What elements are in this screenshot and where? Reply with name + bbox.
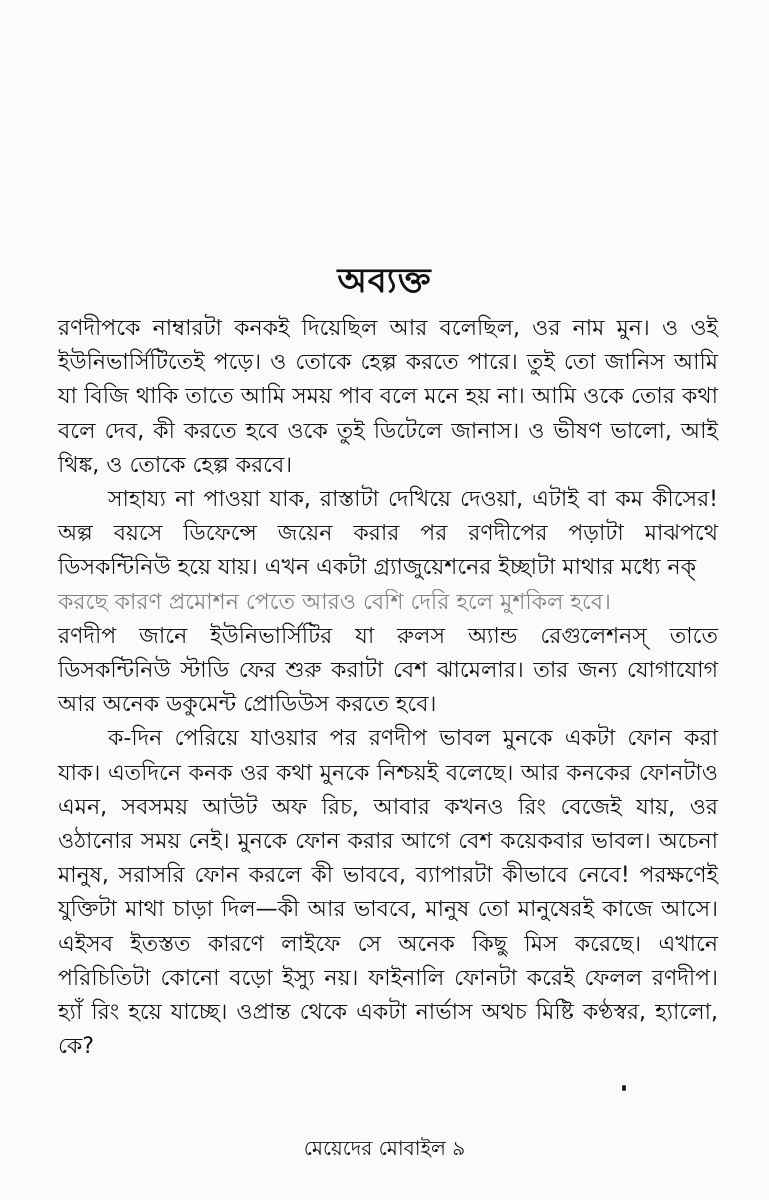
paragraph-2: সাহায্য না পাওয়া যাক, রাস্তাটা দেখিয়ে দেওয়া, এটাই বা কম কীসের! অল্প বয়সে ডিফেন্সে জয়েন করার পর রণদীপের পড়াটা মাঝপথে ডিসকন্টিনিউ হয়ে যায়। এখন একটা গ্র্যাজুয়েশনের ইচ্ছাটা মাথার মধ্যে নক্ <box>58 487 718 581</box>
paragraph-4: ক-দিন পেরিয়ে যাওয়ার পর রণদীপ ভাবল মুনকে একটা ফোন করা যাক। এতদিনে কনক ওর কথা মুনকে নিশ্চয়ই বলেছে। আর কনকের ফোনটাও এমন, সবসময় আউট অফ রিচ, আবার কখনও রিং বেজেই যায়, ওর ওঠানোর সময় নেই। মুনকে ফোন করার আগে বেশ কয়েকবার ভাবল। অচেনা মানুষ, সরাসরি ফোন করলে কী ভাববে, ব্যাপারটা কীভাবে নেবে! পরক্ষণেই যুক্তিটা মাথা চাড়া দিল—কী আর ভাববে, মানুষ তো মানুষেরই কাজে আসে। এইসব ইতস্তত কারণে লাইফে সে অনেক কিছু মিস করেছে। এখানে পরিচিতিটা কোনো বড়ো ইস্যু নয়। ফাইনালি ফোনটা করেই ফেলল রণদীপ। হ্যাঁ রিং হয়ে যাচ্ছে। ওপ্রান্ত থেকে একটা নার্ভাস অথচ মিষ্টি কণ্ঠস্বর, হ্যালো, কে? <box>58 726 718 1060</box>
chapter-title: অব্যক্ত <box>337 260 432 301</box>
paragraph-2-faded-line: করছে কারণ প্রমোশন পেতে আরও বেশি দেরি হলে মুশকিল হবে। <box>58 589 611 615</box>
paragraph-1: রণদীপকে নাম্বারটা কনকই দিয়েছিল আর বলেছিল, ওর নাম মুন। ও ওই ইউনিভার্সিটিতেই পড়ে। ও তোকে হেল্প করতে পারে। তুই তো জানিস আমি যা বিজি থাকি তাতে আমি সময় পাব বলে মনে হয় না। আমি ওকে তোর কথা বলে দেব, কী করতে হবে ওকে তুই ডিটেলে জানাস। ও ভীষণ ভালো, আই থিঙ্ক, ও তোকে হেল্প করবে। <box>58 316 718 478</box>
chapter-body <box>58 312 718 1064</box>
paragraph-3: রণদীপ জানে ইউনিভার্সিটির যা রুলস অ্যান্ড রেগুলেশনস্ তাতে ডিসকন্টিনিউ স্টাডি ফের শুরু করাটা বেশ ঝামেলার। তার জন্য যোগাযোগ আর অনেক ডকুমেন্ট প্রোডিউস করতে হবে। <box>58 623 718 718</box>
page-footer: মেয়েদের মোবাইল ৯ <box>303 1136 466 1160</box>
ink-speck <box>622 1085 626 1091</box>
